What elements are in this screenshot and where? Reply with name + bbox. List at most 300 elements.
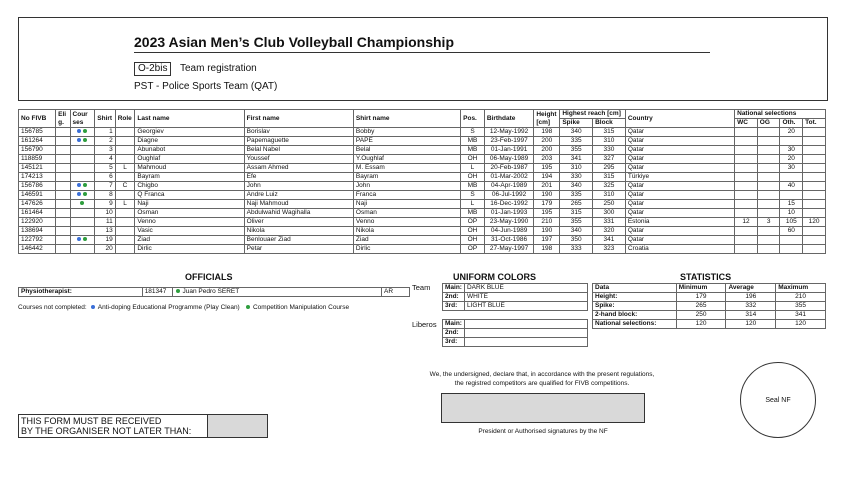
cell-block: 310 (593, 137, 626, 146)
cell-position: OH (461, 155, 485, 164)
cell-courses (70, 200, 95, 209)
cell-tot (803, 173, 826, 182)
cell-fivb: 156790 (19, 146, 56, 155)
cell-spike: 340 (560, 182, 593, 191)
cell-role (115, 128, 135, 137)
cell-tot: 120 (803, 218, 826, 227)
cell-elig (56, 218, 70, 227)
cell-last-name: Dirlic (135, 245, 244, 254)
table-row (19, 200, 826, 209)
table-row (19, 182, 826, 191)
cell-oth: 20 (780, 128, 803, 137)
cell-fivb: 147626 (19, 200, 56, 209)
cell-og (757, 173, 780, 182)
officials-table (18, 287, 410, 297)
cell-role: L (115, 164, 135, 173)
cell-fivb: 138694 (19, 227, 56, 236)
cell-height: 179 (534, 200, 560, 209)
anti-doping-dot-icon (91, 305, 95, 309)
anti-doping-dot-icon (77, 138, 81, 142)
cell-first-name: Andre Luiz (244, 191, 353, 200)
cell-wc (735, 155, 758, 164)
table-row (19, 128, 826, 137)
signature-label: President or Authorised signatures by the NF (478, 428, 608, 435)
team-name: PST - Police Sports Team (QAT) (134, 81, 278, 92)
uniform-team-label: Team (412, 283, 431, 292)
cell-position: MB (461, 182, 485, 191)
cell-elig (56, 209, 70, 218)
official-name: Juan Pedro SERET (182, 288, 240, 295)
stats-value: 341 (776, 311, 826, 320)
cell-oth: 60 (780, 227, 803, 236)
cell-elig (56, 164, 70, 173)
cell-og (757, 137, 780, 146)
cell-fivb: 161464 (19, 209, 56, 218)
cell-oth (780, 236, 803, 245)
table-row (19, 227, 826, 236)
cell-spike: 350 (560, 236, 593, 245)
table-row (19, 245, 826, 254)
cell-fivb: 156786 (19, 182, 56, 191)
cell-first-name: Petar (244, 245, 353, 254)
table-row (19, 218, 826, 227)
cell-block: 315 (593, 173, 626, 182)
stats-row (593, 311, 826, 320)
cell-position: L (461, 164, 485, 173)
cell-og (757, 146, 780, 155)
header-national-selections: National selections (735, 110, 826, 119)
course-manipulation: Competition Manipulation Course (252, 304, 350, 311)
uniform-color: LIGHT BLUE (464, 302, 587, 311)
header-role: Role (115, 110, 135, 128)
cell-role (115, 155, 135, 164)
officials-title: OFFICIALS (185, 272, 233, 282)
table-row (19, 146, 826, 155)
cell-shirt: 10 (95, 209, 115, 218)
cell-wc (735, 128, 758, 137)
cell-wc (735, 236, 758, 245)
cell-country: Qatar (625, 137, 734, 146)
cell-shirt: 13 (95, 227, 115, 236)
uniform-slot: 2nd: (443, 329, 465, 338)
cell-oth: 40 (780, 182, 803, 191)
cell-role (115, 245, 135, 254)
cell-wc (735, 137, 758, 146)
header-tot: Tot. (803, 119, 826, 128)
header-courses: Cour ses (70, 110, 95, 128)
cell-spike: 315 (560, 209, 593, 218)
deadline-text (19, 415, 207, 437)
cell-elig (56, 182, 70, 191)
cell-shirt-name: Y.Oughlaf (353, 155, 460, 164)
cell-wc (735, 200, 758, 209)
stats-header: Data (593, 284, 677, 293)
header-elig: Eli g. (56, 110, 70, 128)
cell-fivb: 161264 (19, 137, 56, 146)
cell-last-name: Venno (135, 218, 244, 227)
manipulation-dot-icon (80, 201, 84, 205)
stats-label: National selections: (593, 320, 677, 329)
deadline-date-field[interactable] (207, 415, 267, 437)
stats-label: 2-hand block: (593, 311, 677, 320)
stats-value: 179 (676, 293, 726, 302)
uniform-slot: 3rd: (443, 302, 465, 311)
cell-courses (70, 146, 95, 155)
header-oth: Oth. (780, 119, 803, 128)
cell-first-name: Benlouaer Ziad (244, 236, 353, 245)
cell-role (115, 236, 135, 245)
uniform-slot: 3rd: (443, 338, 465, 347)
cell-birthdate: 23-Feb-1997 (484, 137, 533, 146)
cell-role (115, 173, 135, 182)
cell-shirt-name: M. Essam (353, 164, 460, 173)
header-last-name: Last name (135, 110, 244, 128)
uniform-color (464, 320, 587, 329)
deadline-box (18, 414, 268, 438)
cell-birthdate: 04-Apr-1989 (484, 182, 533, 191)
cell-role (115, 191, 135, 200)
manipulation-dot-icon (83, 192, 87, 196)
cell-height: 200 (534, 137, 560, 146)
cell-role (115, 209, 135, 218)
cell-birthdate: 27-May-1997 (484, 245, 533, 254)
cell-og: 3 (757, 218, 780, 227)
cell-block: 310 (593, 191, 626, 200)
title-rule (134, 52, 710, 53)
cell-last-name: Vasic (135, 227, 244, 236)
cell-spike: 310 (560, 164, 593, 173)
cell-height: 190 (534, 191, 560, 200)
cell-role (115, 137, 135, 146)
cell-tot (803, 209, 826, 218)
uniform-slot: Main: (443, 284, 465, 293)
official-role: Physiotherapist: (19, 288, 143, 297)
cell-first-name: Assam Ahmed (244, 164, 353, 173)
cell-last-name: Oughlaf (135, 155, 244, 164)
cell-oth: 105 (780, 218, 803, 227)
cell-wc (735, 173, 758, 182)
table-row (19, 191, 826, 200)
statistics-title: STATISTICS (680, 272, 732, 282)
cell-shirt: 7 (95, 182, 115, 191)
cell-position: OP (461, 218, 485, 227)
cell-og (757, 155, 780, 164)
official-name-cell (172, 288, 381, 297)
cell-oth (780, 173, 803, 182)
header-fivb: No FIVB (19, 110, 56, 128)
stats-row (593, 302, 826, 311)
header-wc: WC (735, 119, 758, 128)
cell-shirt-name: Naji (353, 200, 460, 209)
cell-wc (735, 146, 758, 155)
manipulation-dot-icon (83, 129, 87, 133)
manipulation-dot-icon (83, 183, 87, 187)
deadline-line-1: THIS FORM MUST BE RECEIVED (21, 416, 162, 426)
cell-elig (56, 245, 70, 254)
cell-first-name: Nikola (244, 227, 353, 236)
cell-country: Qatar (625, 200, 734, 209)
stats-value: 196 (726, 293, 776, 302)
signature-box[interactable] (441, 393, 645, 423)
cell-block: 295 (593, 164, 626, 173)
cell-spike: 330 (560, 173, 593, 182)
cell-wc (735, 164, 758, 173)
cell-country: Qatar (625, 128, 734, 137)
cell-shirt: 8 (95, 191, 115, 200)
cell-og (757, 200, 780, 209)
header-country: Country (625, 110, 734, 128)
cell-tot (803, 182, 826, 191)
cell-spike: 335 (560, 137, 593, 146)
cell-courses (70, 191, 95, 200)
cell-first-name: Borislav (244, 128, 353, 137)
cell-block: 331 (593, 218, 626, 227)
cell-shirt-name: John (353, 182, 460, 191)
cell-wc (735, 182, 758, 191)
table-row (19, 164, 826, 173)
stats-value: 120 (726, 320, 776, 329)
stats-header: Minimum (676, 284, 726, 293)
cell-spike: 265 (560, 200, 593, 209)
declaration (411, 370, 673, 388)
official-id: 181347 (142, 288, 172, 297)
cell-fivb: 122920 (19, 218, 56, 227)
header-shirt: Shirt (95, 110, 115, 128)
stats-label: Height: (593, 293, 677, 302)
cell-wc (735, 209, 758, 218)
cell-elig (56, 200, 70, 209)
cell-height: 195 (534, 164, 560, 173)
cell-elig (56, 227, 70, 236)
cell-country: Türkiye (625, 173, 734, 182)
cell-birthdate: 01-Mar-2002 (484, 173, 533, 182)
cell-tot (803, 164, 826, 173)
cell-shirt-name: Ziad (353, 236, 460, 245)
cell-last-name: Q Franca (135, 191, 244, 200)
cell-shirt-name: Dirlic (353, 245, 460, 254)
cell-block: 250 (593, 200, 626, 209)
official-country: AR (382, 288, 410, 297)
cell-first-name: Abdulwahid Wagihalla (244, 209, 353, 218)
cell-oth (780, 245, 803, 254)
course-anti-doping: Anti-doping Educational Programme (Play Clean) (97, 304, 240, 311)
cell-shirt: 4 (95, 155, 115, 164)
uniform-row (443, 338, 588, 347)
cell-shirt: 20 (95, 245, 115, 254)
header-position: Pos. (461, 110, 485, 128)
declaration-line-1: We, the undersigned, declare that, in accordance with the present regulations, (429, 371, 655, 378)
cell-courses (70, 182, 95, 191)
cell-fivb: 146591 (19, 191, 56, 200)
cell-shirt: 1 (95, 128, 115, 137)
cell-birthdate: 06-May-1989 (484, 155, 533, 164)
cell-first-name: Youssef (244, 155, 353, 164)
cell-first-name: Naji Mahmoud (244, 200, 353, 209)
cell-shirt: 6 (95, 173, 115, 182)
cell-tot (803, 191, 826, 200)
header-first-name: First name (244, 110, 353, 128)
cell-og (757, 227, 780, 236)
cell-courses (70, 173, 95, 182)
header-height: Height [cm] (534, 110, 560, 128)
cell-height: 190 (534, 227, 560, 236)
stats-value: 210 (776, 293, 826, 302)
cell-birthdate: 04-Jun-1989 (484, 227, 533, 236)
table-row (19, 173, 826, 182)
cell-block: 341 (593, 236, 626, 245)
cell-position: OH (461, 173, 485, 182)
cell-fivb: 146442 (19, 245, 56, 254)
cell-block: 330 (593, 146, 626, 155)
cell-courses (70, 227, 95, 236)
page-title: 2023 Asian Men’s Club Volleyball Championship (134, 34, 454, 50)
cell-birthdate: 01-Jan-1991 (484, 146, 533, 155)
cell-position: OH (461, 236, 485, 245)
cell-birthdate: 23-May-1990 (484, 218, 533, 227)
cell-block: 323 (593, 245, 626, 254)
cell-og (757, 182, 780, 191)
table-row (19, 137, 826, 146)
cell-spike: 340 (560, 227, 593, 236)
cell-tot (803, 137, 826, 146)
cell-position: MB (461, 137, 485, 146)
cell-height: 203 (534, 155, 560, 164)
cell-height: 210 (534, 218, 560, 227)
cell-elig (56, 146, 70, 155)
cell-shirt: 3 (95, 146, 115, 155)
table-row (19, 155, 826, 164)
cell-block: 315 (593, 128, 626, 137)
cell-last-name: Bayram (135, 173, 244, 182)
cell-country: Qatar (625, 164, 734, 173)
cell-spike: 333 (560, 245, 593, 254)
cell-shirt: 2 (95, 137, 115, 146)
cell-country: Qatar (625, 146, 734, 155)
cell-last-name: Naji (135, 200, 244, 209)
uniform-team-table (442, 283, 588, 311)
uniform-slot: 2nd: (443, 293, 465, 302)
cell-country: Croatia (625, 245, 734, 254)
cell-wc (735, 191, 758, 200)
cell-position: S (461, 128, 485, 137)
stats-header: Average (726, 284, 776, 293)
seal-circle (740, 362, 816, 438)
header-shirt-name: Shirt name (353, 110, 460, 128)
table-row (19, 236, 826, 245)
uniform-color (464, 338, 587, 347)
cell-shirt-name: Nikola (353, 227, 460, 236)
anti-doping-dot-icon (77, 183, 81, 187)
cell-courses (70, 164, 95, 173)
cell-wc: 12 (735, 218, 758, 227)
cell-og (757, 128, 780, 137)
cell-courses (70, 236, 95, 245)
cell-og (757, 164, 780, 173)
cell-courses (70, 137, 95, 146)
cell-height: 201 (534, 182, 560, 191)
uniform-row (443, 302, 588, 311)
uniform-liberos-table (442, 319, 588, 347)
uniform-color (464, 329, 587, 338)
statistics-table (592, 283, 826, 329)
cell-fivb: 118859 (19, 155, 56, 164)
stats-label: Spike: (593, 302, 677, 311)
anti-doping-dot-icon (77, 192, 81, 196)
courses-note-prefix: Courses not completed: (18, 304, 87, 311)
cell-courses (70, 245, 95, 254)
cell-spike: 355 (560, 146, 593, 155)
cell-oth: 30 (780, 164, 803, 173)
uniform-color: DARK BLUE (464, 284, 587, 293)
cell-tot (803, 155, 826, 164)
cell-courses (70, 209, 95, 218)
cell-country: Qatar (625, 182, 734, 191)
cell-oth (780, 191, 803, 200)
cell-country: Qatar (625, 227, 734, 236)
cell-tot (803, 146, 826, 155)
cell-fivb: 122792 (19, 236, 56, 245)
cell-role: L (115, 200, 135, 209)
cell-country: Qatar (625, 209, 734, 218)
stats-value: 250 (676, 311, 726, 320)
cell-elig (56, 191, 70, 200)
cell-last-name: Georgiev (135, 128, 244, 137)
manipulation-dot-icon (83, 138, 87, 142)
cell-position: OH (461, 227, 485, 236)
stats-value: 265 (676, 302, 726, 311)
cell-birthdate: 31-Oct-1986 (484, 236, 533, 245)
cell-birthdate: 01-Jan-1993 (484, 209, 533, 218)
cell-og (757, 245, 780, 254)
cell-position: L (461, 200, 485, 209)
cell-first-name: Papemaguette (244, 137, 353, 146)
cell-og (757, 236, 780, 245)
uniform-row (443, 293, 588, 302)
cell-tot (803, 236, 826, 245)
cell-elig (56, 137, 70, 146)
table-row (19, 209, 826, 218)
cell-last-name: Chigbo (135, 182, 244, 191)
header-og: OG (757, 119, 780, 128)
cell-height: 194 (534, 173, 560, 182)
header-highest-reach: Highest reach [cm] (560, 110, 626, 119)
cell-elig (56, 173, 70, 182)
cell-fivb: 156785 (19, 128, 56, 137)
cell-birthdate: 06-Jul-1992 (484, 191, 533, 200)
stats-value: 355 (776, 302, 826, 311)
header-birthdate: Birthdate (484, 110, 533, 128)
cell-wc (735, 245, 758, 254)
cell-shirt-name: Bobby (353, 128, 460, 137)
cell-last-name: Abunabot (135, 146, 244, 155)
cell-wc (735, 227, 758, 236)
cell-position: OP (461, 245, 485, 254)
cell-last-name: Diagne (135, 137, 244, 146)
seal-label: Seal NF (765, 396, 791, 404)
cell-position: MB (461, 146, 485, 155)
cell-spike: 341 (560, 155, 593, 164)
course-dot-icon (176, 289, 180, 293)
courses-note (18, 304, 349, 311)
cell-shirt-name: PAPE (353, 137, 460, 146)
cell-block: 325 (593, 182, 626, 191)
cell-first-name: Oliver (244, 218, 353, 227)
cell-spike: 340 (560, 128, 593, 137)
declaration-line-2: the registred competitors are qualified for FIVB competitions. (454, 380, 630, 387)
cell-country: Qatar (625, 155, 734, 164)
cell-birthdate: 16-Dec-1992 (484, 200, 533, 209)
cell-height: 200 (534, 146, 560, 155)
